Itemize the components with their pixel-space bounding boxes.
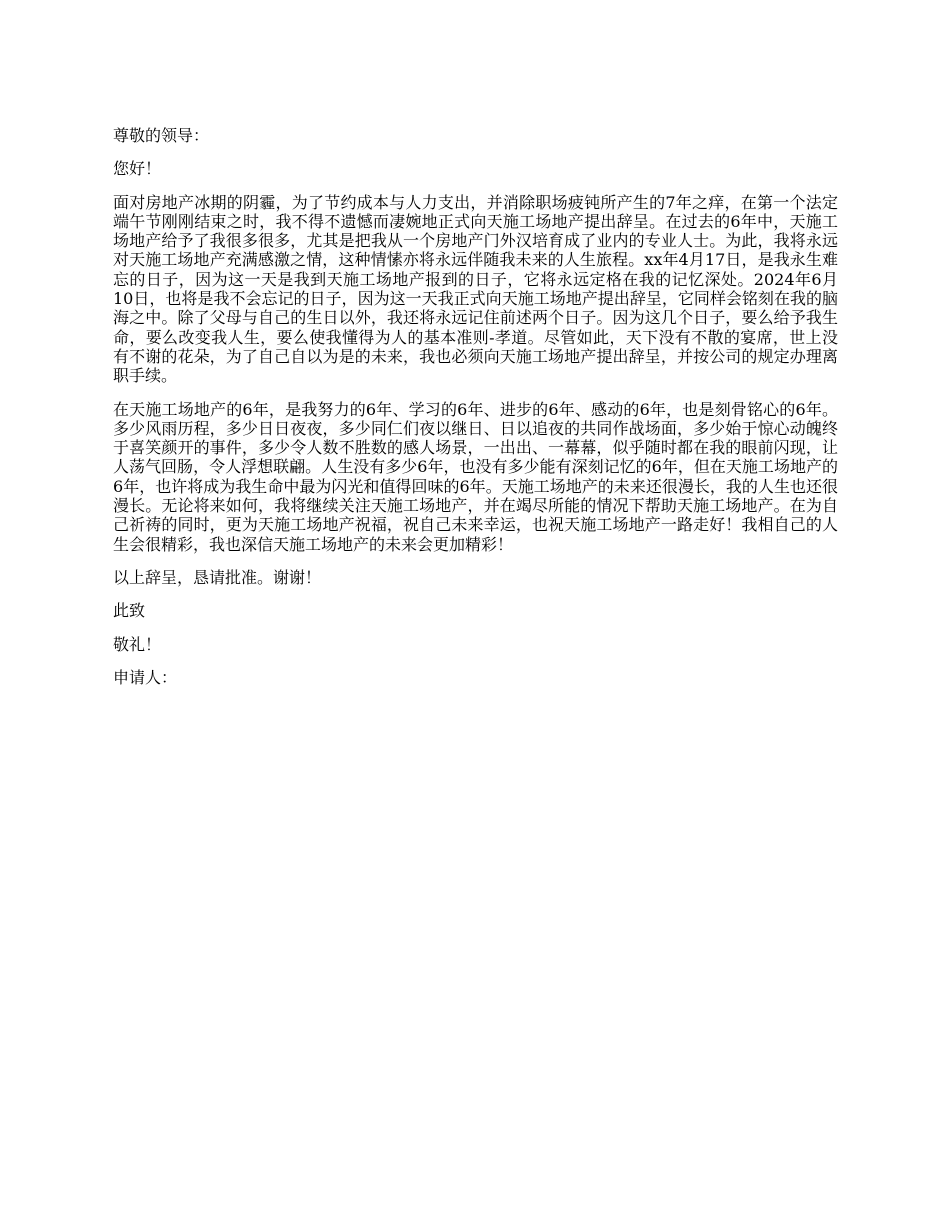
request-line: 以上辞呈，恳请批准。谢谢！ (113, 567, 322, 587)
letter-body (113, 126, 838, 701)
greeting: 您好！ (113, 159, 162, 179)
paragraph-2: 在天施工场地产的6年，是我努力的6年、学习的6年、进步的6年、感动的6年，也是刻骨铭心的6年。多少风雨历程，多少日日夜夜，多少同仁们夜以继日、日以追夜的共同作战场面，多少始于惊心动魄终于喜笑颜开的事件，多少令人数不胜数的感人场景，一出出、一幕幕，似乎随时都在我的眼前闪现，让人荡气回肠，令人浮想联翩。人生没有多少6年，也没有多少能有深刻记忆的6年，但在天施工场地产的6年，也许将成为我生命中最为闪光和值得回味的6年。天施工场地产的未来还很漫长，我的人生也还很漫长。无论将来如何，我将继续关注天施工场地产，并在竭尽所能的情况下帮助天施工场地产。在为自己祈祷的同时，更为天施工场地产祝福，祝自己未来幸运，也祝天施工场地产一路走好！我相自己的人生会很精彩，我也深信天施工场地产的未来会更加精彩！ (113, 399, 838, 554)
signature-line: 申请人： (113, 667, 178, 687)
closing-line-1: 此致 (113, 601, 146, 621)
salutation: 尊敬的领导： (113, 126, 210, 145)
paragraph-1: 面对房地产冰期的阴霾，为了节约成本与人力支出，并消除职场疲钝所产生的7年之痒，在第一个法定端午节刚刚结束之时，我不得不遗憾而凄婉地正式向天施工场地产提出辞呈。在过去的6年中，天施工场地产给予了我很多很多，尤其是把我从一个房地产门外汉培育成了业内的专业人士。为此，我将永远对天施工场地产充满感激之情，这种情愫亦将永远伴随我未来的人生旅程。xx年4月17日，是我永生难忘的日子，因为这一天是我到天施工场地产报到的日子，它将永远定格在我的记忆深处。2024年6月10日，也将是我不会忘记的日子，因为这一天我正式向天施工场地产提出辞呈，它同样会铭刻在我的脑海之中。除了父母与自己的生日以外，我还将永远记住前述两个日子。因为这几个日子，要么给予我生命，要么改变我人生，要么使我懂得为人的基本准则-孝道。尽管如此，天下没有不散的宴席，世上没有不谢的花朵，为了自己自以为是的未来，我也必须向天施工场地产提出辞呈，并按公司的规定办理离职手续。 (113, 192, 838, 386)
closing-line-2: 敬礼！ (113, 634, 162, 654)
